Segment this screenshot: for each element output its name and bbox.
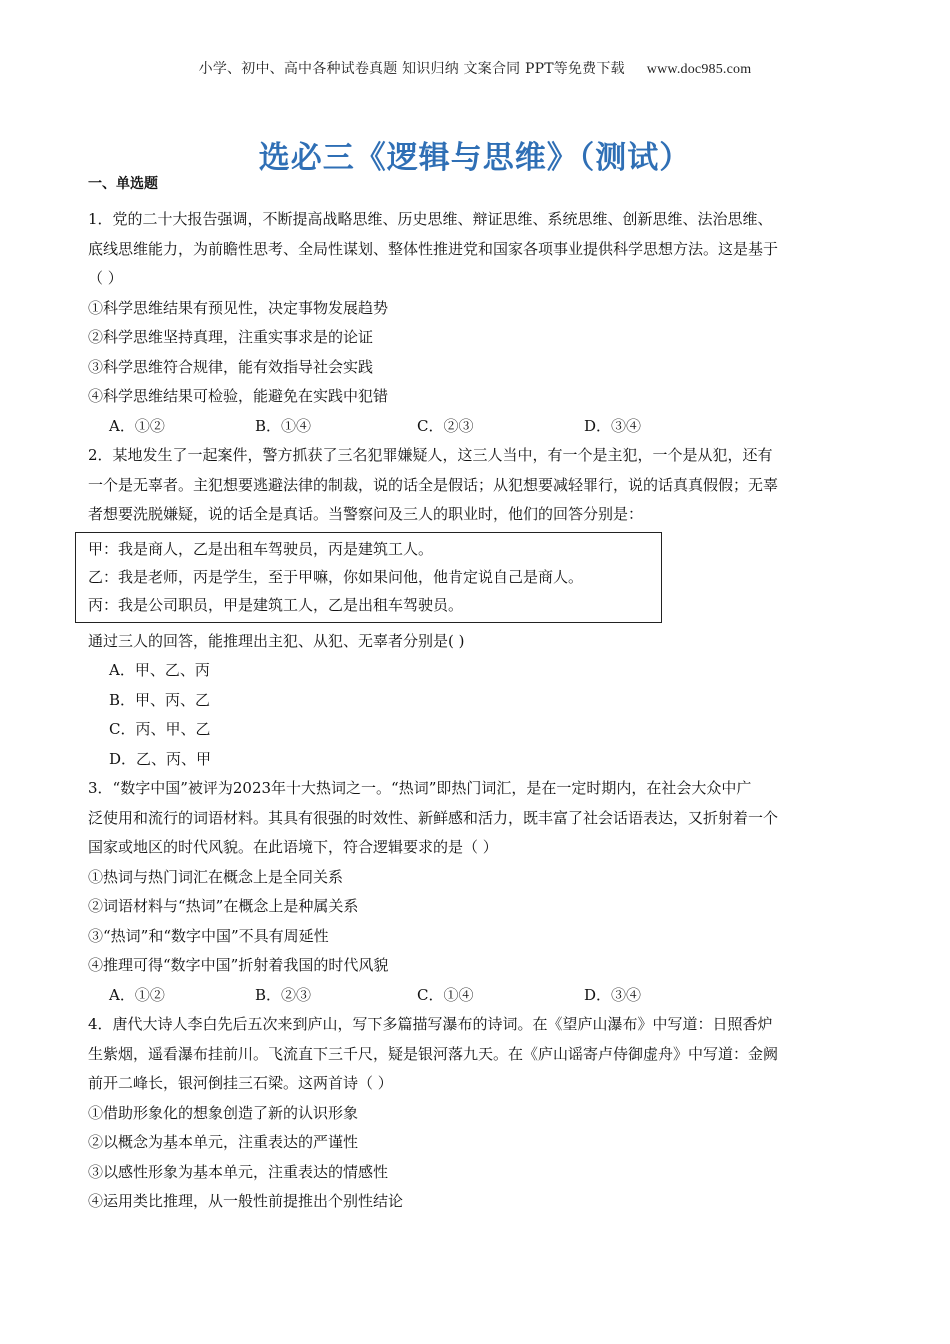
section-heading: 一、单选题 [88,176,158,192]
statement-item: ③“热词”和“数字中国”不具有周延性 [88,926,329,945]
option-d[interactable]: D．③④ [584,985,642,1004]
question-stem-line: 国家或地区的时代风貌。在此语境下，符合逻辑要求的是（ ） [88,838,498,856]
question-stem-line: 2．某地发生了一起案件，警方抓获了三名犯罪嫌疑人，这三人当中，有一个是主犯，一个是从犯，还有 [88,446,773,464]
question-4 [88,1010,864,1217]
option-b[interactable]: B．②③ [255,985,312,1004]
question-stem-line: 4．唐代大诗人李白先后五次来到庐山，写下多篇描写瀑布的诗词。在《望庐山瀑布》中写道：日照香炉 [88,1015,773,1033]
question-2 [88,441,864,774]
question-stem-line: 底线思维能力，为前瞻性思考、全局性谋划、整体性推进党和国家各项事业提供科学思想方法。这是基于 [88,239,779,258]
statement-item: ②科学思维坚持真理，注重实事求是的论证 [88,328,374,346]
option-a[interactable]: A．①② [109,416,165,435]
question-stem-line: 者想要洗脱嫌疑，说的话全是真话。当警察问及三人的职业时，他们的回答分别是： [88,505,644,523]
option-c[interactable]: C．②③ [417,416,474,435]
option-a[interactable]: A．①② [109,985,165,1004]
option-c[interactable]: C．①④ [417,985,474,1004]
statement-item: ①热词与热门词汇在概念上是全同关系 [88,867,344,886]
question-stem-line: 一个是无辜者。主犯想要逃避法律的制裁，说的话全是假话；从犯想要减轻罪行，说的话真真假假；无辜 [88,475,779,494]
page-header [0,58,950,78]
question-stem-line: 3．“数字中国”被评为2023年十大热词之一。“热词”即热门词汇，是在一定时期内，在社会大众中广 [88,779,752,797]
statement-item: ④推理可得“数字中国”折射着我国的时代风貌 [88,956,389,974]
question-stem-line: 1．党的二十大报告强调，不断提高战略思维、历史思维、辩证思维、系统思维、创新思维、法治思维、 [88,210,773,228]
option-d[interactable]: D．乙、丙、甲 [109,749,212,768]
answer-options [88,412,864,442]
statement-item: ①借助形象化的想象创造了新的认识形象 [88,1103,359,1122]
question-1 [88,205,864,441]
question-stem-line: 前开二峰长，银河倒挂三石梁。这两首诗（ ） [88,1074,393,1092]
option-c[interactable]: C．丙、甲、乙 [109,720,211,738]
question-3 [88,774,864,1010]
statement-item: ①科学思维结果有预见性，决定事物发展趋势 [88,298,389,317]
statement-item: ④运用类比推理，从一般性前提推出个别性结论 [88,1192,404,1210]
question-list [88,205,864,1217]
testimony-line: 甲：我是商人，乙是出租车驾驶员，丙是建筑工人。 [88,539,434,558]
option-b[interactable]: B．甲、丙、乙 [109,690,211,709]
statement-item: ③科学思维符合规律，能有效指导社会实践 [88,357,374,376]
statement-item: ②以概念为基本单元，注重表达的严谨性 [88,1133,359,1151]
answer-options [88,981,864,1011]
testimony-line: 丙：我是公司职员，甲是建筑工人，乙是出租车驾驶员。 [88,595,464,614]
header-text: 小学、初中、高中各种试卷真题 知识归纳 文案合同 PPT等免费下载 [198,61,625,77]
option-b[interactable]: B．①④ [255,416,312,435]
question-stem-line: 通过三人的回答，能推理出主犯、从犯、无辜者分别是( ) [88,631,465,650]
option-d[interactable]: D．③④ [584,416,642,435]
statement-item: ②词语材料与“热词”在概念上是种属关系 [88,897,359,915]
statement-item: ④科学思维结果可检验，能避免在实践中犯错 [88,387,389,405]
page-title: 选必三《逻辑与思维》（测试） [258,140,692,176]
question-stem-line: 生紫烟，遥看瀑布挂前川。飞流直下三千尺，疑是银河落九天。在《庐山谣寄卢侍御虚舟》中写道：金阙 [88,1044,779,1063]
header-url[interactable]: www.doc985.com [646,62,752,77]
statement-item: ③以感性形象为基本单元，注重表达的情感性 [88,1162,389,1181]
question-stem-line: （ ） [88,269,123,287]
question-stem-line: 泛使用和流行的词语材料。其具有很强的时效性、新鲜感和活力，既丰富了社会话语表达，又折射着一个 [88,808,779,827]
testimony-box [75,532,662,623]
testimony-line: 乙：我是老师，丙是学生，至于甲嘛，你如果问他，他肯定说自己是商人。 [88,567,584,586]
option-a[interactable]: A．甲、乙、丙 [109,661,210,679]
